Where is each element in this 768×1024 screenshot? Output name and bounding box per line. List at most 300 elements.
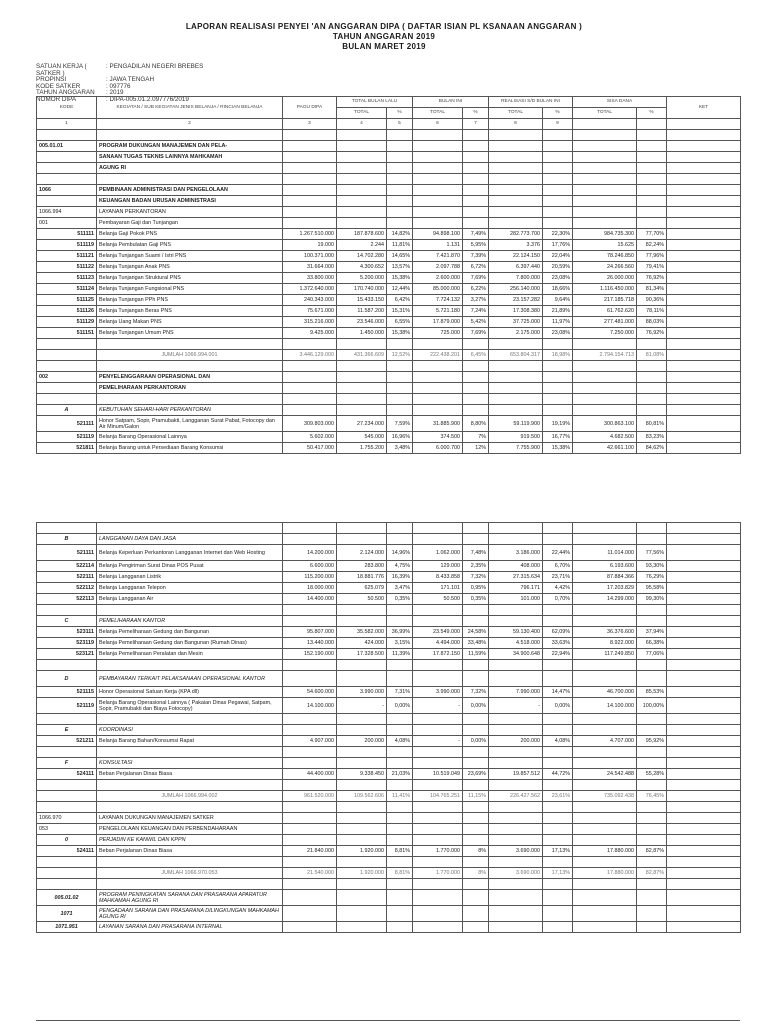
value-cell (637, 890, 667, 906)
empty-cell (667, 394, 741, 405)
empty-cell (337, 780, 387, 791)
value-cell (489, 725, 543, 736)
empty-cell (463, 523, 489, 534)
value-cell (543, 152, 573, 163)
value-cell: 14,96% (387, 545, 413, 561)
empty-cell (573, 802, 637, 813)
empty-cell (337, 802, 387, 813)
value-cell: 22.124.150 (489, 251, 543, 262)
value-cell: 725.000 (413, 328, 463, 339)
value-cell: 80,81% (637, 416, 667, 432)
empty-cell (667, 361, 741, 372)
table-row (37, 583, 741, 594)
value-cell: 2.175.000 (489, 328, 543, 339)
value-cell (637, 405, 667, 416)
col-number: 9 (543, 119, 573, 130)
value-cell: 2.794.154.713 (573, 350, 637, 361)
empty-cell (413, 394, 463, 405)
value-cell (573, 906, 637, 922)
value-cell (573, 725, 637, 736)
empty-cell (543, 130, 573, 141)
value-cell: 11.014.000 (573, 545, 637, 561)
value-cell: 7,32% (463, 572, 489, 583)
value-cell: 15,38% (387, 328, 413, 339)
table-row (37, 572, 741, 583)
value-cell (283, 922, 337, 933)
empty-cell (573, 394, 637, 405)
value-cell: 23.546.000 (337, 317, 387, 328)
value-cell: 653.804.317 (489, 350, 543, 361)
table-row (37, 769, 741, 780)
value-cell (463, 835, 489, 846)
report-month: BULAN MARET 2019 (342, 42, 426, 51)
empty-cell (37, 523, 97, 534)
empty-cell (637, 747, 667, 758)
value-cell (573, 163, 637, 174)
value-cell (543, 922, 573, 933)
value-cell: 129.000 (413, 561, 463, 572)
value-cell (337, 725, 387, 736)
value-cell (543, 196, 573, 207)
value-cell: 4.300.652 (337, 262, 387, 273)
ket-cell (667, 906, 741, 922)
value-cell: 77,56% (637, 545, 667, 561)
col-number: 7 (463, 119, 489, 130)
table-row (37, 372, 741, 383)
value-cell (543, 163, 573, 174)
table-row (37, 714, 741, 725)
value-cell: 15,38% (387, 273, 413, 284)
row-code: 005.01.01 (37, 141, 97, 152)
empty-cell (637, 339, 667, 350)
empty-cell (463, 605, 489, 616)
meta-value: : 2019 (106, 89, 124, 96)
empty-cell (37, 339, 97, 350)
value-cell: 87.884.366 (573, 572, 637, 583)
empty-cell (637, 130, 667, 141)
value-cell: 3.990.000 (337, 687, 387, 698)
value-cell: 0,00% (463, 698, 489, 714)
row-code: 1066.970 (37, 813, 97, 824)
value-cell: 3,27% (463, 295, 489, 306)
value-cell: 27.234.000 (337, 416, 387, 432)
col-number: 5 (387, 119, 413, 130)
value-cell: 4.494.000 (413, 638, 463, 649)
empty-cell (337, 857, 387, 868)
value-cell (413, 163, 463, 174)
row-code: 053 (37, 824, 97, 835)
value-cell: 217.185.718 (573, 295, 637, 306)
value-cell (337, 890, 387, 906)
row-code: 523121 (37, 649, 97, 660)
value-cell (573, 405, 637, 416)
row-description: Belanja Keperluan Perkantoran Langganan Internet dan Web Hosting (97, 545, 283, 561)
value-cell: 6,22% (463, 284, 489, 295)
table-row (37, 736, 741, 747)
value-cell (637, 906, 667, 922)
value-cell: 22,30% (543, 229, 573, 240)
value-cell: 76,29% (637, 572, 667, 583)
empty-cell (283, 174, 337, 185)
value-cell: 35.582.000 (337, 627, 387, 638)
value-cell (573, 372, 637, 383)
col-number (667, 119, 741, 130)
row-code: 001 (37, 218, 97, 229)
value-cell: 26.000.000 (573, 273, 637, 284)
value-cell: 18,98% (543, 350, 573, 361)
empty-cell (463, 660, 489, 671)
value-cell: 282.773.700 (489, 229, 543, 240)
value-cell: 15,38% (543, 443, 573, 454)
value-cell (413, 835, 463, 846)
value-cell: 23,69% (463, 769, 489, 780)
value-cell: 3.690.000 (489, 846, 543, 857)
value-cell (283, 152, 337, 163)
value-cell: 115.200.000 (283, 572, 337, 583)
value-cell: 7.800.000 (489, 273, 543, 284)
empty-cell (463, 174, 489, 185)
row-description: Belanja Langganan Telepon (97, 583, 283, 594)
value-cell: 21,03% (387, 769, 413, 780)
value-cell (489, 405, 543, 416)
value-cell (543, 372, 573, 383)
row-description: Belanja Tunjangan Suami / Istri PNS (97, 251, 283, 262)
ket-cell (667, 273, 741, 284)
empty-cell (37, 780, 97, 791)
value-cell (637, 383, 667, 394)
value-cell: 735.092.438 (573, 791, 637, 802)
value-cell: 984.735.300 (573, 229, 637, 240)
value-cell: 5.200.000 (337, 273, 387, 284)
value-cell (573, 534, 637, 545)
value-cell: 3.990.000 (413, 687, 463, 698)
value-cell: 7% (463, 432, 489, 443)
value-cell: 919.500 (489, 432, 543, 443)
empty-cell (337, 605, 387, 616)
value-cell: 14.100.000 (283, 698, 337, 714)
value-cell: 5,42% (463, 317, 489, 328)
table-row (37, 561, 741, 572)
value-cell (637, 196, 667, 207)
value-cell (637, 207, 667, 218)
value-cell: 24.542.488 (573, 769, 637, 780)
empty-cell (463, 747, 489, 758)
value-cell: 0,35% (387, 594, 413, 605)
value-cell: 78.246.850 (573, 251, 637, 262)
table-row (37, 649, 741, 660)
value-cell: 1.372.640.000 (283, 284, 337, 295)
value-cell: 4.682.500 (573, 432, 637, 443)
value-cell: 16,77% (543, 432, 573, 443)
empty-cell (283, 747, 337, 758)
value-cell (637, 185, 667, 196)
row-description: Belanja Pembulatan Gaji PNS (97, 240, 283, 251)
empty-cell (37, 857, 97, 868)
empty-cell (413, 780, 463, 791)
row-description: PEMBINAAN ADMINISTRASI DAN PENGELOLAAN (97, 185, 283, 196)
value-cell (489, 163, 543, 174)
empty-cell (413, 174, 463, 185)
empty-cell (667, 802, 741, 813)
empty-cell (637, 394, 667, 405)
row-description: PENGADAAN SARANA DAN PRASARANA DILINGKUNGAN MAHKAMAH AGUNG RI (97, 906, 283, 922)
value-cell: 625.079 (337, 583, 387, 594)
empty-cell (97, 339, 283, 350)
table-row (37, 240, 741, 251)
empty-cell (543, 780, 573, 791)
empty-cell (489, 660, 543, 671)
empty-cell (637, 780, 667, 791)
empty-cell (387, 802, 413, 813)
row-code: C (37, 616, 97, 627)
value-cell (463, 616, 489, 627)
value-cell (283, 906, 337, 922)
empty-cell (387, 857, 413, 868)
value-cell (637, 824, 667, 835)
value-cell: 0,70% (543, 594, 573, 605)
value-cell: 6,55% (387, 317, 413, 328)
row-code (37, 196, 97, 207)
row-description: KEUANGAN BADAN URUSAN ADMINISTRASI (97, 196, 283, 207)
value-cell (413, 207, 463, 218)
row-description: LAYANAN PERKANTORAN (97, 207, 283, 218)
value-cell: 33.800.000 (283, 273, 337, 284)
empty-cell (337, 747, 387, 758)
row-description: LAYANAN SARANA DAN PRASARANA INTERNAL (97, 922, 283, 933)
next-page-edge (36, 1020, 740, 1021)
col-lalu: TOTAL BULAN LALU (337, 97, 413, 108)
empty-cell (413, 857, 463, 868)
value-cell (543, 835, 573, 846)
realization-table-top (36, 96, 741, 454)
ket-cell (667, 583, 741, 594)
row-description: PROGRAM PENINGKATAN SARANA DAN PRASARANA APARATUR MAHKAMAH AGUNG RI (97, 890, 283, 906)
value-cell: 5,95% (463, 240, 489, 251)
col-pct: % (463, 108, 489, 119)
value-cell: 18,66% (543, 284, 573, 295)
empty-cell (667, 523, 741, 534)
ket-cell (667, 405, 741, 416)
value-cell: 200.000 (489, 736, 543, 747)
value-cell: 961.520.000 (283, 791, 337, 802)
empty-cell (37, 130, 97, 141)
value-cell: - (337, 698, 387, 714)
col-total: TOTAL (413, 108, 463, 119)
ket-cell (667, 432, 741, 443)
col-pct: % (387, 108, 413, 119)
empty-cell (489, 780, 543, 791)
row-description: KEBUTUHAN SEHARI-HARI PERKANTORAN (97, 405, 283, 416)
value-cell (543, 207, 573, 218)
value-cell (637, 813, 667, 824)
value-cell (489, 152, 543, 163)
col-total: TOTAL (337, 108, 387, 119)
value-cell: 374.500 (413, 432, 463, 443)
value-cell (413, 758, 463, 769)
value-cell (543, 813, 573, 824)
value-cell: 3.186.000 (489, 545, 543, 561)
value-cell (463, 813, 489, 824)
value-cell (489, 616, 543, 627)
table-row (37, 229, 741, 240)
empty-cell (97, 605, 283, 616)
col-pct: % (543, 108, 573, 119)
value-cell: 95.807.000 (283, 627, 337, 638)
value-cell (543, 890, 573, 906)
value-cell (413, 725, 463, 736)
value-cell (573, 813, 637, 824)
value-cell: 109.562.606 (337, 791, 387, 802)
ket-cell (667, 638, 741, 649)
row-description: Belanja Barang Operasional Lainnya ( Pakaian Dinas Pegawai, Satpam, Sopir, Pramubakti dan Biaya Fotocopy) (97, 698, 283, 714)
table-row (37, 627, 741, 638)
value-cell: 21,89% (543, 306, 573, 317)
value-cell: 14.299.000 (573, 594, 637, 605)
ket-cell (667, 152, 741, 163)
empty-cell (543, 879, 573, 890)
value-cell: 0,00% (543, 698, 573, 714)
value-cell (337, 163, 387, 174)
value-cell: 81,08% (637, 350, 667, 361)
ket-cell (667, 725, 741, 736)
row-description: LANGGANAN DAYA DAN JASA (97, 534, 283, 545)
row-code: 521119 (37, 432, 97, 443)
value-cell: 7,24% (463, 306, 489, 317)
value-cell: 2.244 (337, 240, 387, 251)
value-cell: 7,31% (387, 687, 413, 698)
value-cell (463, 372, 489, 383)
table-row (37, 890, 741, 906)
row-description: Belanja Pengiriman Surat Dinas POS Pusat (97, 561, 283, 572)
empty-cell (543, 394, 573, 405)
empty-cell (573, 339, 637, 350)
value-cell (387, 405, 413, 416)
value-cell: 42.661.100 (573, 443, 637, 454)
value-cell: 1.116.450.000 (573, 284, 637, 295)
value-cell: 277.481.000 (573, 317, 637, 328)
value-cell: 76,92% (637, 273, 667, 284)
value-cell (573, 671, 637, 687)
empty-cell (463, 780, 489, 791)
row-code: 522114 (37, 561, 97, 572)
value-cell: 94.898.100 (413, 229, 463, 240)
empty-cell (97, 523, 283, 534)
value-cell (283, 616, 337, 627)
empty-cell (337, 130, 387, 141)
report-title: LAPORAN REALISASI PENYEI 'AN ANGGARAN DIPA ( DAFTAR ISIAN PL KSANAAN ANGGARAN ) (185, 22, 583, 31)
value-cell: 431.366.609 (337, 350, 387, 361)
value-cell: 152.190.000 (283, 649, 337, 660)
value-cell: 7,32% (463, 687, 489, 698)
value-cell: 0,00% (463, 736, 489, 747)
table-row (37, 416, 741, 432)
value-cell: 84,62% (637, 443, 667, 454)
ket-cell (667, 561, 741, 572)
value-cell (637, 922, 667, 933)
table-row (37, 922, 741, 933)
value-cell: 75.671.000 (283, 306, 337, 317)
col-number: 3 (283, 119, 337, 130)
col-number: 1 (37, 119, 97, 130)
value-cell (543, 906, 573, 922)
empty-cell (387, 523, 413, 534)
row-description: Beban Perjalanan Dinas Biasa (97, 846, 283, 857)
empty-cell (573, 130, 637, 141)
value-cell: 95,58% (637, 583, 667, 594)
ket-cell (667, 163, 741, 174)
ket-cell (667, 229, 741, 240)
table-row (37, 791, 741, 802)
ket-cell (667, 196, 741, 207)
ket-cell (667, 671, 741, 687)
empty-cell (667, 339, 741, 350)
value-cell: 14,47% (543, 687, 573, 698)
table-row (37, 443, 741, 454)
value-cell: 55,28% (637, 769, 667, 780)
value-cell: 226.427.562 (489, 791, 543, 802)
value-cell (413, 824, 463, 835)
value-cell: 19.000 (283, 240, 337, 251)
value-cell: 77,70% (637, 229, 667, 240)
value-cell: 37,94% (637, 627, 667, 638)
empty-cell (387, 130, 413, 141)
empty-cell (667, 605, 741, 616)
value-cell: 545.000 (337, 432, 387, 443)
value-cell (387, 196, 413, 207)
value-cell: 3,47% (387, 583, 413, 594)
value-cell (463, 141, 489, 152)
row-code (37, 350, 97, 361)
value-cell (489, 824, 543, 835)
value-cell: 14,65% (387, 251, 413, 262)
row-code: 521211 (37, 736, 97, 747)
col-number: 8 (489, 119, 543, 130)
value-cell: 8% (463, 846, 489, 857)
row-description: Belanja Uang Makan PNS (97, 317, 283, 328)
value-cell (337, 372, 387, 383)
empty-cell (463, 130, 489, 141)
table-row (37, 251, 741, 262)
empty-cell (573, 660, 637, 671)
row-code: A (37, 405, 97, 416)
empty-cell (97, 802, 283, 813)
value-cell: 37.725.000 (489, 317, 543, 328)
value-cell (387, 218, 413, 229)
empty-cell (413, 605, 463, 616)
row-code: 511119 (37, 240, 97, 251)
empty-cell (97, 747, 283, 758)
value-cell (387, 185, 413, 196)
value-cell: 4.518.000 (489, 638, 543, 649)
value-cell: 44,72% (543, 769, 573, 780)
row-code: 521111 (37, 545, 97, 561)
value-cell: 17.308.380 (489, 306, 543, 317)
table-row (37, 350, 741, 361)
ket-cell (667, 649, 741, 660)
value-cell: 17.880.000 (573, 868, 637, 879)
col-kode: KODE (37, 97, 97, 119)
value-cell: 8,81% (387, 868, 413, 879)
value-cell: 11,15% (463, 791, 489, 802)
row-code: 1071.951 (37, 922, 97, 933)
value-cell: 95,92% (637, 736, 667, 747)
ket-cell (667, 616, 741, 627)
empty-cell (37, 361, 97, 372)
value-cell: 7.250.000 (573, 328, 637, 339)
value-cell (337, 758, 387, 769)
empty-cell (413, 714, 463, 725)
table-row (37, 196, 741, 207)
